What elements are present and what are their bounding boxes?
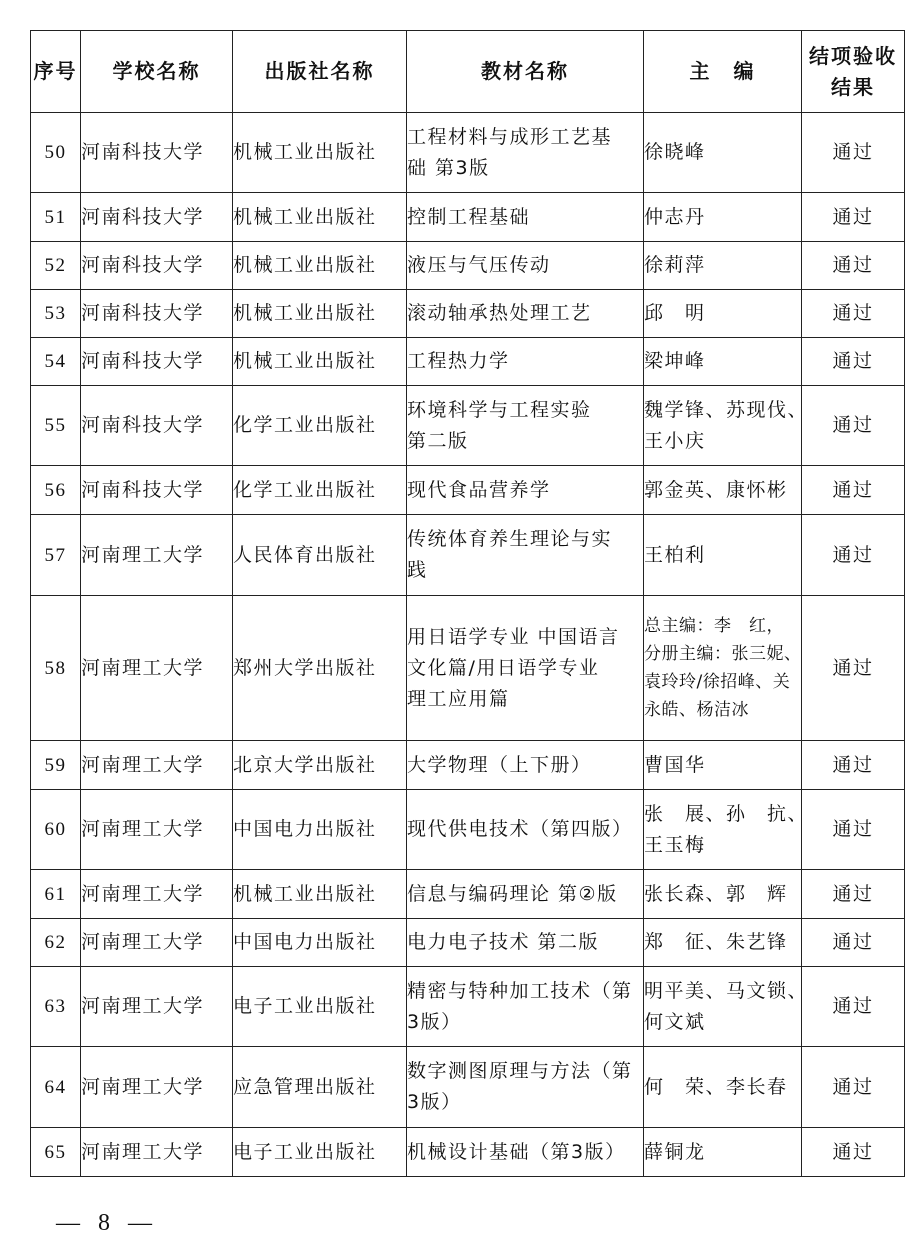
table-row bbox=[31, 242, 905, 290]
editor-name bbox=[644, 919, 802, 967]
table-row bbox=[31, 290, 905, 338]
row-number: 57 bbox=[31, 515, 81, 596]
editor-name-line: 梁坤峰 bbox=[644, 350, 706, 372]
row-number: 56 bbox=[31, 466, 81, 515]
editor-name-line: 徐晓峰 bbox=[644, 141, 706, 163]
row-number: 65 bbox=[31, 1128, 81, 1177]
table-row bbox=[31, 1128, 905, 1177]
editor-name-line: 何文斌 bbox=[644, 1010, 706, 1033]
textbook-name bbox=[407, 242, 644, 290]
editor-name-line: 郑 征、朱艺锋 bbox=[644, 931, 788, 953]
textbook-name-line: 液压与气压传动 bbox=[407, 254, 551, 276]
table-row bbox=[31, 466, 905, 515]
editor-name bbox=[644, 386, 809, 466]
publisher-name: 人民体育出版社 bbox=[233, 515, 407, 596]
textbook-name bbox=[407, 596, 644, 741]
textbook-name-line: 3版） bbox=[407, 1010, 462, 1033]
textbook-name-line: 精密与特种加工技术（第 bbox=[407, 979, 633, 1002]
textbook-name-line: 滚动轴承热处理工艺 bbox=[407, 302, 592, 324]
publisher-name: 机械工业出版社 bbox=[233, 338, 407, 386]
editor-name-line: 王柏利 bbox=[644, 543, 706, 566]
row-number: 62 bbox=[31, 919, 81, 967]
table-row bbox=[31, 967, 905, 1047]
school-name: 河南理工大学 bbox=[81, 919, 233, 967]
header-school: 学校名称 bbox=[81, 31, 233, 113]
row-number: 55 bbox=[31, 386, 81, 466]
school-name: 河南科技大学 bbox=[81, 386, 233, 466]
editor-name-line: 王小庆 bbox=[644, 429, 706, 452]
textbook-name bbox=[407, 790, 644, 870]
editor-name-line: 分册主编：张三妮、 bbox=[644, 644, 802, 664]
school-name: 河南理工大学 bbox=[81, 741, 233, 790]
textbook-name-line: 践 bbox=[407, 559, 428, 581]
editor-name bbox=[644, 870, 802, 919]
result-status: 通过 bbox=[802, 790, 905, 870]
result-status: 通过 bbox=[802, 338, 905, 386]
header-result-line-2: 结果 bbox=[831, 74, 875, 99]
editor-name bbox=[644, 193, 802, 242]
school-name: 河南科技大学 bbox=[81, 290, 233, 338]
table-row bbox=[31, 113, 905, 193]
publisher-name: 化学工业出版社 bbox=[233, 466, 407, 515]
textbook-name bbox=[407, 919, 644, 967]
header-publisher: 出版社名称 bbox=[233, 31, 407, 113]
result-status: 通过 bbox=[802, 242, 905, 290]
result-status: 通过 bbox=[802, 290, 905, 338]
editor-name-line: 张 展、孙 抗、 bbox=[644, 802, 809, 825]
result-status: 通过 bbox=[802, 515, 905, 596]
result-status: 通过 bbox=[802, 741, 905, 790]
editor-name-line: 薛铜龙 bbox=[644, 1140, 706, 1163]
textbook-name-line: 工程材料与成形工艺基 bbox=[407, 125, 613, 148]
textbook-name-line: 础 第3版 bbox=[407, 156, 490, 179]
table-row bbox=[31, 919, 905, 967]
textbook-name-line: 传统体育养生理论与实 bbox=[407, 528, 613, 550]
row-number: 51 bbox=[31, 193, 81, 242]
textbook-name bbox=[407, 1047, 644, 1128]
editor-name bbox=[644, 290, 802, 338]
table-row bbox=[31, 1047, 905, 1128]
publisher-name: 机械工业出版社 bbox=[233, 870, 407, 919]
table-row bbox=[31, 193, 905, 242]
textbook-name bbox=[407, 741, 644, 790]
row-number: 60 bbox=[31, 790, 81, 870]
editor-name-line: 郭金英、康怀彬 bbox=[644, 478, 788, 501]
row-number: 52 bbox=[31, 242, 81, 290]
textbook-name-line: 工程热力学 bbox=[407, 350, 510, 372]
editor-name bbox=[644, 338, 802, 386]
editor-name-line: 永皓、杨洁冰 bbox=[644, 700, 749, 720]
school-name: 河南理工大学 bbox=[81, 596, 233, 741]
header-textbook: 教材名称 bbox=[407, 31, 644, 113]
school-name: 河南理工大学 bbox=[81, 1128, 233, 1177]
publisher-name: 北京大学出版社 bbox=[233, 741, 407, 790]
textbook-name-line: 信息与编码理论 第②版 bbox=[407, 882, 618, 905]
row-number: 53 bbox=[31, 290, 81, 338]
publisher-name: 电子工业出版社 bbox=[233, 967, 407, 1047]
header-editor: 主 编 bbox=[644, 31, 802, 113]
textbook-name bbox=[407, 967, 644, 1047]
publisher-name: 机械工业出版社 bbox=[233, 113, 407, 193]
textbook-name bbox=[407, 466, 644, 515]
textbook-name-line: 理工应用篇 bbox=[407, 687, 510, 710]
result-status: 通过 bbox=[802, 1128, 905, 1177]
result-status: 通过 bbox=[802, 193, 905, 242]
row-number: 59 bbox=[31, 741, 81, 790]
school-name: 河南科技大学 bbox=[81, 193, 233, 242]
school-name: 河南理工大学 bbox=[81, 515, 233, 596]
editor-name-line: 张长森、郭 辉 bbox=[644, 882, 788, 905]
textbook-name bbox=[407, 386, 644, 466]
table-row bbox=[31, 790, 905, 870]
row-number: 58 bbox=[31, 596, 81, 741]
editor-name bbox=[644, 515, 802, 596]
row-number: 61 bbox=[31, 870, 81, 919]
result-status: 通过 bbox=[802, 596, 905, 741]
editor-name bbox=[644, 741, 802, 790]
textbook-name-line: 数字测图原理与方法（第 bbox=[407, 1060, 633, 1082]
textbook-name bbox=[407, 290, 644, 338]
editor-name-line: 总主编：李 红， bbox=[644, 616, 784, 636]
table-header-row bbox=[31, 31, 905, 113]
school-name: 河南理工大学 bbox=[81, 1047, 233, 1128]
publisher-name: 郑州大学出版社 bbox=[233, 596, 407, 741]
publisher-name: 机械工业出版社 bbox=[233, 290, 407, 338]
textbook-name-line: 大学物理（上下册） bbox=[407, 753, 592, 776]
result-status: 通过 bbox=[802, 870, 905, 919]
result-status: 通过 bbox=[802, 113, 905, 193]
publisher-name: 中国电力出版社 bbox=[233, 790, 407, 870]
school-name: 河南科技大学 bbox=[81, 242, 233, 290]
result-status: 通过 bbox=[802, 1047, 905, 1128]
publisher-name: 机械工业出版社 bbox=[233, 193, 407, 242]
school-name: 河南理工大学 bbox=[81, 967, 233, 1047]
result-status: 通过 bbox=[802, 386, 905, 466]
textbook-name bbox=[407, 193, 644, 242]
table-row bbox=[31, 741, 905, 790]
editor-name-line: 王玉梅 bbox=[644, 833, 706, 856]
editor-name bbox=[644, 466, 802, 515]
header-no: 序号 bbox=[31, 31, 81, 113]
school-name: 河南理工大学 bbox=[81, 790, 233, 870]
result-status: 通过 bbox=[802, 919, 905, 967]
publisher-name: 电子工业出版社 bbox=[233, 1128, 407, 1177]
textbook-name bbox=[407, 338, 644, 386]
school-name: 河南科技大学 bbox=[81, 466, 233, 515]
editor-name-line: 魏学锋、苏现伐、 bbox=[644, 398, 809, 421]
result-status: 通过 bbox=[802, 967, 905, 1047]
publisher-name: 应急管理出版社 bbox=[233, 1047, 407, 1128]
editor-name bbox=[644, 113, 802, 193]
header-result bbox=[802, 31, 905, 113]
textbook-name bbox=[407, 515, 644, 596]
textbook-name-line: 环境科学与工程实验 bbox=[407, 398, 592, 421]
result-status: 通过 bbox=[802, 466, 905, 515]
school-name: 河南理工大学 bbox=[81, 870, 233, 919]
table-row bbox=[31, 870, 905, 919]
row-number: 63 bbox=[31, 967, 81, 1047]
table-row bbox=[31, 596, 905, 741]
editor-name-line: 徐莉萍 bbox=[644, 254, 706, 276]
editor-name-line: 仲志丹 bbox=[644, 205, 706, 228]
editor-name bbox=[644, 790, 809, 870]
publisher-name: 机械工业出版社 bbox=[233, 242, 407, 290]
table-row bbox=[31, 515, 905, 596]
acceptance-results-table bbox=[30, 30, 905, 1177]
editor-name bbox=[644, 1128, 802, 1177]
textbook-name bbox=[407, 870, 644, 919]
table-row bbox=[31, 386, 905, 466]
textbook-name-line: 3版） bbox=[407, 1091, 462, 1113]
editor-name bbox=[644, 596, 802, 741]
header-result-line-1: 结项验收 bbox=[809, 43, 897, 68]
editor-name-line: 明平美、马文锁、 bbox=[644, 979, 809, 1002]
textbook-name-line: 文化篇/用日语学专业 bbox=[407, 656, 600, 679]
table-row bbox=[31, 338, 905, 386]
school-name: 河南科技大学 bbox=[81, 113, 233, 193]
editor-name-line: 邱 明 bbox=[644, 302, 706, 324]
textbook-name-line: 现代供电技术（第四版） bbox=[407, 818, 633, 840]
textbook-name-line: 用日语学专业 中国语言 bbox=[407, 625, 620, 648]
textbook-name-line: 控制工程基础 bbox=[407, 205, 531, 228]
textbook-name bbox=[407, 1128, 644, 1177]
textbook-name-line: 电力电子技术 第二版 bbox=[407, 931, 600, 953]
editor-name bbox=[644, 242, 802, 290]
row-number: 64 bbox=[31, 1047, 81, 1128]
publisher-name: 化学工业出版社 bbox=[233, 386, 407, 466]
textbook-name bbox=[407, 113, 644, 193]
page-number: — 8 — bbox=[56, 1210, 158, 1236]
editor-name bbox=[644, 967, 809, 1047]
textbook-name-line: 第二版 bbox=[407, 429, 469, 452]
editor-name-line: 袁玲玲/徐招峰、关 bbox=[644, 672, 791, 692]
row-number: 50 bbox=[31, 113, 81, 193]
row-number: 54 bbox=[31, 338, 81, 386]
school-name: 河南科技大学 bbox=[81, 338, 233, 386]
publisher-name: 中国电力出版社 bbox=[233, 919, 407, 967]
editor-name-line: 曹国华 bbox=[644, 753, 706, 776]
textbook-name-line: 现代食品营养学 bbox=[407, 478, 551, 501]
editor-name bbox=[644, 1047, 802, 1128]
editor-name-line: 何 荣、李长春 bbox=[644, 1075, 788, 1098]
textbook-name-line: 机械设计基础（第3版） bbox=[407, 1140, 626, 1163]
